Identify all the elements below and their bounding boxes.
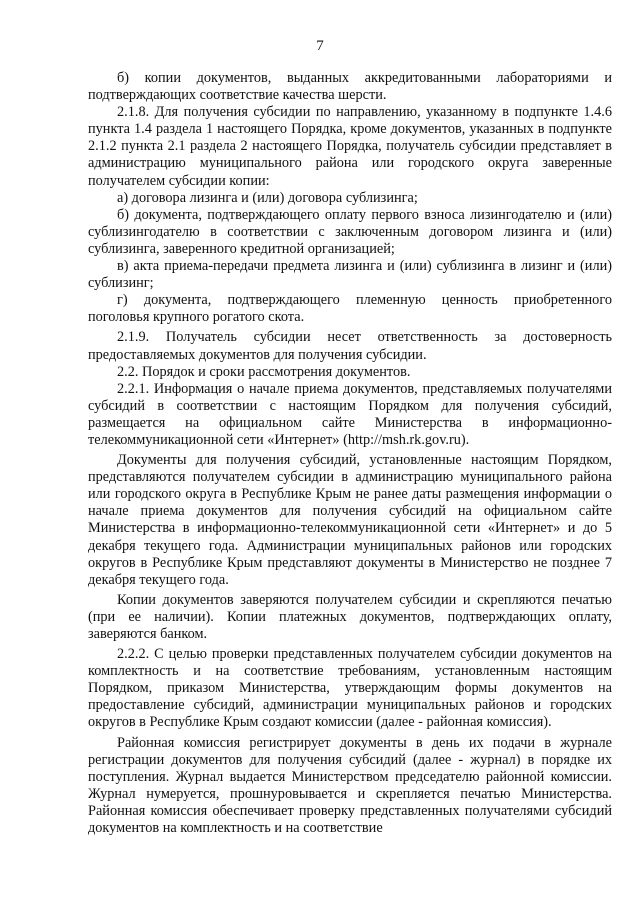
paragraph-item-b-lab-copies: б) копии документов, выданных аккредитованными лабораториями и подтверждающих соответствие качества шерсти. bbox=[88, 70, 612, 104]
paragraph-submission-terms: Документы для получения субсидий, установленные настоящим Порядком, представляются получателем субсидии в администрацию муниципального района или городского округа в Республике Крым не ранее даты размещения информации о начале приема документов для получения субсидий на официальном сайте Министерства в информационно-телекоммуникационной сети «Интернет» и до 5 декабря текущего года. Администрации муниципальных районов или городских округов в Республике Крым представляют документы в Министерство не позднее 7 декабря текущего года. bbox=[88, 452, 612, 588]
paragraph-item-a-leasing-contract: а) договора лизинга и (или) договора сублизинга; bbox=[117, 189, 418, 206]
paragraph-2-2-1: 2.2.1. Информация о начале приема документов, представляемых получателями субсидий в соответствии с настоящим Порядком для получения субсидий, размещается на официальном сайте Министерства в информационно-телекоммуникационной сети «Интернет» (http://msh.rk.gov.ru). bbox=[88, 380, 612, 448]
document-body bbox=[88, 70, 612, 837]
paragraph-2-1-8: 2.1.8. Для получения субсидии по направлению, указанному в подпункте 1.4.6 пункта 1.4 раздела 1 настоящего Порядка, кроме документов, указанных в подпункте 2.1.2 пункта 2.1 раздела 2 настоящего Порядка, получатель субсидии представляет в администрацию муниципального района или городского округа заверенные получателем субсидии копии: bbox=[88, 104, 612, 189]
page-number: 7 bbox=[316, 38, 324, 54]
paragraph-item-g-breeding-value: г) документа, подтверждающего племенную ценность приобретенного поголовья крупного рогатого скота. bbox=[88, 292, 612, 326]
paragraph-item-b-first-payment: б) документа, подтверждающего оплату первого взноса лизингодателю и (или) сублизингодателю в соответствии с заключенным договором лизинга и (или) сублизинга, заверенного кредитной организацией; bbox=[88, 206, 612, 257]
paragraph-item-v-transfer-act: в) акта приема-передачи предмета лизинга и (или) сублизинга в лизинг и (или) сублизинг; bbox=[88, 258, 612, 292]
paragraph-2-2-heading: 2.2. Порядок и сроки рассмотрения документов. bbox=[117, 363, 411, 380]
paragraph-copies-certification: Копии документов заверяются получателем субсидии и скрепляются печатью (при ее наличии). Копии платежных документов, подтверждающих оплату, заверяются банком. bbox=[88, 591, 612, 642]
paragraph-2-1-9: 2.1.9. Получатель субсидии несет ответственность за достоверность предоставляемых документов для получения субсидии. bbox=[88, 329, 612, 363]
paragraph-district-commission: Районная комиссия регистрирует документы в день их подачи в журнале регистрации документов для получения субсидий (далее - журнал) в порядке их поступления. Журнал выдается Министерством председателю районной комиссии. Журнал нумеруется, прошнуровывается и скрепляется печатью Министерства. Районная комиссия обеспечивает проверку представленных получателями субсидий документов на комплектность и на соответствие bbox=[88, 734, 612, 837]
paragraph-2-2-2: 2.2.2. С целью проверки представленных получателем субсидии документов на комплектность и на соответствие требованиям, установленным настоящим Порядком, приказом Министерства, утверждающим формы документов на предоставление субсидий, администрации муниципальных районов и городских округов в Республике Крым создают комиссии (далее - районная комиссия). bbox=[88, 646, 612, 731]
